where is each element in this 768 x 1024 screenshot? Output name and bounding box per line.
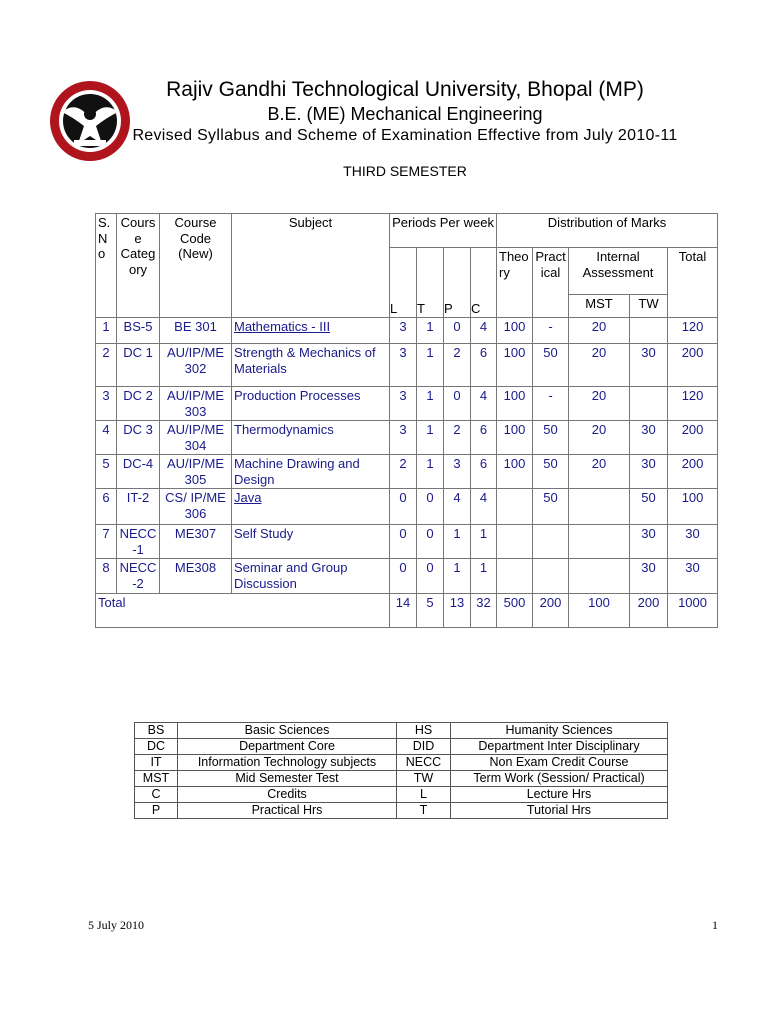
footer-date: 5 July 2010: [88, 918, 145, 932]
legend-meaning: Lecture Hrs: [451, 787, 668, 803]
credits-cell: 1: [471, 559, 497, 594]
course-code-cell: CS/ IP/ME 306: [160, 489, 232, 525]
total-marks-cell: 30: [668, 559, 718, 594]
legend-abbr: DID: [397, 739, 451, 755]
abbreviation-legend: [134, 722, 668, 819]
practical-marks-cell: [533, 525, 569, 559]
sno-cell: 6: [96, 489, 117, 525]
category-cell: IT-2: [117, 489, 160, 525]
course-row: [96, 489, 718, 525]
header-theory: Theo ry: [497, 248, 533, 318]
header-sno: S. N o: [96, 214, 117, 318]
legend-meaning: Tutorial Hrs: [451, 803, 668, 819]
mst-marks-cell: 20: [569, 344, 630, 387]
credits-cell: 4: [471, 387, 497, 421]
theory-marks-cell: [497, 489, 533, 525]
tutorial-hrs-cell: 1: [417, 318, 444, 344]
sno-cell: 4: [96, 421, 117, 455]
header-distribution: Distribution of Marks: [497, 214, 718, 248]
total-tw: 200: [630, 594, 668, 628]
practical-marks-cell: [533, 559, 569, 594]
category-cell: NECC -1: [117, 525, 160, 559]
sno-cell: 2: [96, 344, 117, 387]
subject-cell: Mathematics - III: [232, 318, 390, 344]
legend-abbr: T: [397, 803, 451, 819]
header-code: Course Code (New): [160, 214, 232, 318]
legend-meaning: Non Exam Credit Course: [451, 755, 668, 771]
legend-abbr: HS: [397, 723, 451, 739]
legend-meaning: Term Work (Session/ Practical): [451, 771, 668, 787]
header-tw: TW: [630, 295, 668, 318]
practical-hrs-cell: 0: [444, 318, 471, 344]
page-number: 1: [712, 918, 718, 932]
course-code-cell: AU/IP/ME 302: [160, 344, 232, 387]
practical-hrs-cell: 2: [444, 421, 471, 455]
university-title: Rajiv Gandhi Technological University, Bhopal (MP): [166, 78, 644, 101]
legend-row: [135, 771, 668, 787]
total-practical: 200: [533, 594, 569, 628]
programme-title: B.E. (ME) Mechanical Engineering: [267, 104, 543, 124]
theory-marks-cell: [497, 559, 533, 594]
course-code-cell: AU/IP/ME 304: [160, 421, 232, 455]
course-row: [96, 559, 718, 594]
total-marks-cell: 200: [668, 455, 718, 489]
practical-hrs-cell: 1: [444, 525, 471, 559]
practical-hrs-cell: 1: [444, 559, 471, 594]
header-category: Cours e Categ ory: [117, 214, 160, 318]
total-marks-cell: 120: [668, 387, 718, 421]
practical-marks-cell: -: [533, 318, 569, 344]
legend-meaning: Information Technology subjects: [178, 755, 397, 771]
sno-cell: 1: [96, 318, 117, 344]
mst-marks-cell: 20: [569, 387, 630, 421]
tw-marks-cell: [630, 318, 668, 344]
legend-meaning: Credits: [178, 787, 397, 803]
legend-row: [135, 755, 668, 771]
category-cell: DC 1: [117, 344, 160, 387]
legend-abbr: MST: [135, 771, 178, 787]
course-code-cell: ME307: [160, 525, 232, 559]
header-total: Total: [668, 248, 718, 318]
total-marks-cell: 30: [668, 525, 718, 559]
practical-hrs-cell: 4: [444, 489, 471, 525]
course-row: [96, 344, 718, 387]
tw-marks-cell: 30: [630, 525, 668, 559]
total-marks-cell: 120: [668, 318, 718, 344]
tutorial-hrs-cell: 1: [417, 455, 444, 489]
subject-cell: Production Processes: [232, 387, 390, 421]
category-cell: DC 3: [117, 421, 160, 455]
lecture-hrs-cell: 2: [390, 455, 417, 489]
total-marks-cell: 200: [668, 421, 718, 455]
course-row: [96, 525, 718, 559]
header-practical: Pract ical: [533, 248, 569, 318]
theory-marks-cell: 100: [497, 421, 533, 455]
header-P: P: [444, 248, 471, 318]
practical-marks-cell: 50: [533, 421, 569, 455]
mst-marks-cell: 20: [569, 318, 630, 344]
legend-abbr: TW: [397, 771, 451, 787]
mst-marks-cell: [569, 525, 630, 559]
course-row: [96, 318, 718, 344]
legend-abbr: DC: [135, 739, 178, 755]
lecture-hrs-cell: 3: [390, 344, 417, 387]
total-P: 13: [444, 594, 471, 628]
legend-abbr: L: [397, 787, 451, 803]
tutorial-hrs-cell: 1: [417, 344, 444, 387]
tw-marks-cell: 30: [630, 421, 668, 455]
mst-marks-cell: 20: [569, 455, 630, 489]
tw-marks-cell: 30: [630, 344, 668, 387]
semester-title: THIRD SEMESTER: [343, 163, 467, 179]
practical-marks-cell: -: [533, 387, 569, 421]
legend-meaning: Practical Hrs: [178, 803, 397, 819]
tutorial-hrs-cell: 1: [417, 387, 444, 421]
legend-abbr: C: [135, 787, 178, 803]
course-code-cell: ME308: [160, 559, 232, 594]
total-total: 1000: [668, 594, 718, 628]
total-marks-cell: 100: [668, 489, 718, 525]
subject-cell: Seminar and Group Discussion: [232, 559, 390, 594]
legend-meaning: Humanity Sciences: [451, 723, 668, 739]
theory-marks-cell: [497, 525, 533, 559]
lecture-hrs-cell: 0: [390, 525, 417, 559]
legend-meaning: Basic Sciences: [178, 723, 397, 739]
legend-meaning: Department Inter Disciplinary: [451, 739, 668, 755]
sno-cell: 3: [96, 387, 117, 421]
legend-meaning: Department Core: [178, 739, 397, 755]
category-cell: NECC -2: [117, 559, 160, 594]
practical-hrs-cell: 2: [444, 344, 471, 387]
credits-cell: 4: [471, 489, 497, 525]
total-mst: 100: [569, 594, 630, 628]
total-marks-cell: 200: [668, 344, 718, 387]
legend-row: [135, 787, 668, 803]
legend-abbr: NECC: [397, 755, 451, 771]
subject-cell: Self Study: [232, 525, 390, 559]
totals-label: Total: [96, 594, 390, 628]
course-code-cell: AU/IP/ME 305: [160, 455, 232, 489]
course-row: [96, 455, 718, 489]
credits-cell: 6: [471, 421, 497, 455]
header-periods: Periods Per week: [390, 214, 497, 248]
legend-row: [135, 803, 668, 819]
tw-marks-cell: 30: [630, 559, 668, 594]
scheme-table: [95, 213, 718, 628]
practical-marks-cell: 50: [533, 344, 569, 387]
lecture-hrs-cell: 3: [390, 318, 417, 344]
total-L: 14: [390, 594, 417, 628]
header-C: C: [471, 248, 497, 318]
course-code-cell: AU/IP/ME 303: [160, 387, 232, 421]
lecture-hrs-cell: 0: [390, 559, 417, 594]
category-cell: BS-5: [117, 318, 160, 344]
total-C: 32: [471, 594, 497, 628]
practical-hrs-cell: 3: [444, 455, 471, 489]
header-mst: MST: [569, 295, 630, 318]
sno-cell: 5: [96, 455, 117, 489]
tw-marks-cell: 50: [630, 489, 668, 525]
tutorial-hrs-cell: 1: [417, 421, 444, 455]
practical-hrs-cell: 0: [444, 387, 471, 421]
tutorial-hrs-cell: 0: [417, 525, 444, 559]
legend-abbr: BS: [135, 723, 178, 739]
theory-marks-cell: 100: [497, 344, 533, 387]
theory-marks-cell: 100: [497, 455, 533, 489]
mst-marks-cell: 20: [569, 421, 630, 455]
credits-cell: 6: [471, 455, 497, 489]
legend-row: [135, 739, 668, 755]
subject-cell: Thermodynamics: [232, 421, 390, 455]
subject-cell: Machine Drawing and Design: [232, 455, 390, 489]
tw-marks-cell: [630, 387, 668, 421]
totals-row: [96, 594, 718, 628]
category-cell: DC-4: [117, 455, 160, 489]
header-L: L: [390, 248, 417, 318]
tutorial-hrs-cell: 0: [417, 489, 444, 525]
header-internal: Internal Assessment: [569, 248, 668, 295]
legend-meaning: Mid Semester Test: [178, 771, 397, 787]
total-theory: 500: [497, 594, 533, 628]
tw-marks-cell: 30: [630, 455, 668, 489]
sno-cell: 7: [96, 525, 117, 559]
lecture-hrs-cell: 3: [390, 387, 417, 421]
subject-cell: Java: [232, 489, 390, 525]
header-T: T: [417, 248, 444, 318]
course-code-cell: BE 301: [160, 318, 232, 344]
tutorial-hrs-cell: 0: [417, 559, 444, 594]
mst-marks-cell: [569, 489, 630, 525]
lecture-hrs-cell: 3: [390, 421, 417, 455]
mst-marks-cell: [569, 559, 630, 594]
table-header-row: [96, 214, 718, 248]
credits-cell: 1: [471, 525, 497, 559]
header-subject: Subject: [232, 214, 390, 318]
practical-marks-cell: 50: [533, 455, 569, 489]
legend-row: [135, 723, 668, 739]
practical-marks-cell: 50: [533, 489, 569, 525]
theory-marks-cell: 100: [497, 318, 533, 344]
course-row: [96, 421, 718, 455]
credits-cell: 6: [471, 344, 497, 387]
legend-abbr: P: [135, 803, 178, 819]
category-cell: DC 2: [117, 387, 160, 421]
course-row: [96, 387, 718, 421]
credits-cell: 4: [471, 318, 497, 344]
syllabus-subtitle: Revised Syllabus and Scheme of Examination Effective from July 2010-11: [132, 127, 678, 144]
legend-abbr: IT: [135, 755, 178, 771]
lecture-hrs-cell: 0: [390, 489, 417, 525]
theory-marks-cell: 100: [497, 387, 533, 421]
total-T: 5: [417, 594, 444, 628]
subject-cell: Strength & Mechanics of Materials: [232, 344, 390, 387]
sno-cell: 8: [96, 559, 117, 594]
